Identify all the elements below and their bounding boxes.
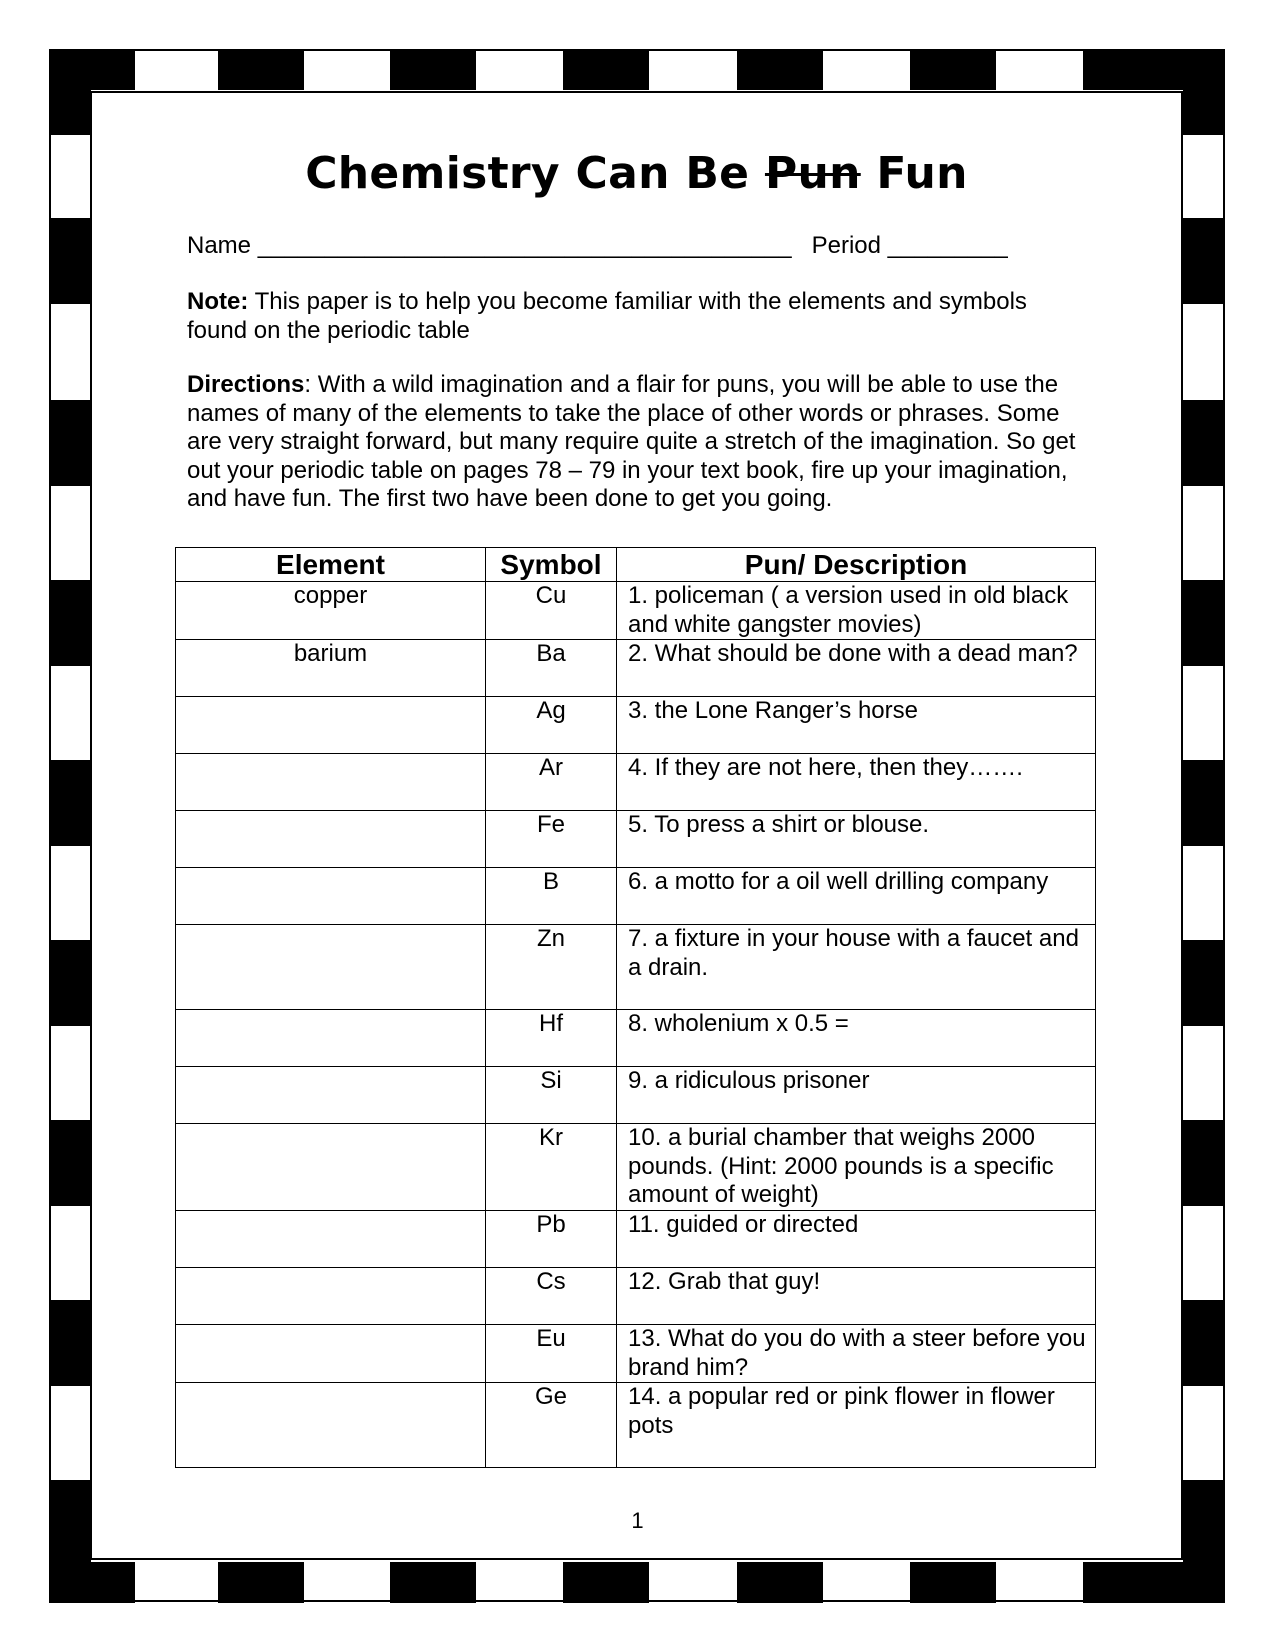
border-segment — [390, 49, 476, 90]
symbol-cell: Kr — [486, 1124, 617, 1211]
border-segment — [737, 49, 823, 90]
element-cell — [176, 1383, 486, 1468]
border-segment — [910, 49, 996, 90]
border-segment — [1183, 1300, 1225, 1386]
element-cell — [176, 1067, 486, 1124]
title-start: Chemistry Can Be — [305, 148, 765, 199]
border-segment — [390, 1562, 476, 1603]
element-cell: barium — [176, 640, 486, 697]
header-description: Pun/ Description — [617, 548, 1096, 582]
table-row — [176, 582, 1096, 640]
description-cell: 3. the Lone Ranger’s horse — [617, 697, 1096, 754]
title-end: Fun — [860, 148, 968, 199]
symbol-cell: Ar — [486, 754, 617, 811]
border-segment — [49, 580, 91, 666]
table-row — [176, 1267, 1096, 1324]
border-segment — [1183, 580, 1225, 666]
border-segment — [1183, 218, 1225, 304]
element-cell — [176, 697, 486, 754]
symbol-cell: Fe — [486, 811, 617, 868]
element-cell: copper — [176, 582, 486, 640]
note-label: Note: — [187, 288, 249, 315]
description-cell: 13. What do you do with a steer before you brand him? — [617, 1324, 1096, 1382]
element-cell — [176, 1210, 486, 1267]
element-cell — [176, 1010, 486, 1067]
element-cell — [176, 925, 486, 1010]
border-segment — [218, 1562, 304, 1603]
table-row — [176, 1324, 1096, 1382]
border-segment — [1183, 400, 1225, 486]
description-cell: 11. guided or directed — [617, 1210, 1096, 1267]
description-cell: 8. wholenium x 0.5 = — [617, 1010, 1096, 1067]
description-cell: 10. a burial chamber that weighs 2000 pounds. (Hint: 2000 pounds is a specific amount of weight) — [617, 1124, 1096, 1211]
element-cell — [176, 868, 486, 925]
header-element: Element — [176, 548, 486, 582]
table-row — [176, 1210, 1096, 1267]
element-cell — [176, 1324, 486, 1382]
symbol-cell: Hf — [486, 1010, 617, 1067]
page-title — [90, 148, 1183, 199]
symbol-cell: Ba — [486, 640, 617, 697]
table-row — [176, 697, 1096, 754]
border-segment — [1183, 1120, 1225, 1206]
note-paragraph — [187, 288, 1087, 345]
description-cell: 14. a popular red or pink flower in flower pots — [617, 1383, 1096, 1468]
directions-label: Directions — [187, 371, 305, 398]
element-cell — [176, 1124, 486, 1211]
table-row — [176, 640, 1096, 697]
table-row — [176, 925, 1096, 1010]
table-row — [176, 868, 1096, 925]
symbol-cell: B — [486, 868, 617, 925]
header-symbol: Symbol — [486, 548, 617, 582]
note-text: This paper is to help you become familiar with the elements and symbols found on the periodic table — [187, 288, 1027, 344]
border-segment — [49, 1120, 91, 1206]
symbol-cell: Eu — [486, 1324, 617, 1382]
description-cell: 4. If they are not here, then they……. — [617, 754, 1096, 811]
title-struck-word: Pun — [764, 148, 861, 199]
symbol-cell: Si — [486, 1067, 617, 1124]
table-row — [176, 754, 1096, 811]
description-cell: 6. a motto for a oil well drilling company — [617, 868, 1096, 925]
symbol-cell: Zn — [486, 925, 617, 1010]
border-segment — [910, 1562, 996, 1603]
border-segment — [1183, 49, 1225, 135]
name-period-line: Name ________________________________________ Period _________ — [187, 232, 1008, 259]
symbol-cell: Ag — [486, 697, 617, 754]
description-cell: 9. a ridiculous prisoner — [617, 1067, 1096, 1124]
border-segment — [563, 1562, 649, 1603]
description-cell: 7. a fixture in your house with a faucet and a drain. — [617, 925, 1096, 1010]
border-segment — [1183, 940, 1225, 1026]
border-segment — [563, 49, 649, 90]
symbol-cell: Ge — [486, 1383, 617, 1468]
table-row — [176, 1124, 1096, 1211]
pun-table — [175, 547, 1096, 1468]
description-cell: 2. What should be done with a dead man? — [617, 640, 1096, 697]
border-segment — [1183, 760, 1225, 846]
border-segment — [218, 49, 304, 90]
directions-text: : With a wild imagination and a flair for puns, you will be able to use the names of many of the elements to take the place of other words or phrases. Some are very straight forward, but many require quite a stretch of the imagination. So get out your periodic table on pages 78 – 79 in your text book, fire up your imagination, and have fun. The first two have been done to get you going. — [187, 371, 1076, 513]
element-cell — [176, 754, 486, 811]
border-segment — [49, 218, 91, 304]
table-row — [176, 1383, 1096, 1468]
border-segment — [49, 1562, 135, 1603]
description-cell: 5. To press a shirt or blouse. — [617, 811, 1096, 868]
border-segment — [49, 49, 91, 135]
description-cell: 12. Grab that guy! — [617, 1267, 1096, 1324]
border-segment — [49, 400, 91, 486]
page-number: 1 — [631, 1508, 644, 1533]
symbol-cell: Cu — [486, 582, 617, 640]
border-segment — [1083, 1562, 1225, 1603]
border-segment — [49, 1300, 91, 1386]
directions-paragraph — [187, 371, 1087, 514]
description-cell: 1. policeman ( a version used in old black and white gangster movies) — [617, 582, 1096, 640]
table-row — [176, 811, 1096, 868]
border-segment — [49, 940, 91, 1026]
table-row — [176, 1067, 1096, 1124]
symbol-cell: Pb — [486, 1210, 617, 1267]
table-header-row — [176, 548, 1096, 582]
border-segment — [49, 760, 91, 846]
table-row — [176, 1010, 1096, 1067]
element-cell — [176, 1267, 486, 1324]
border-segment — [737, 1562, 823, 1603]
element-cell — [176, 811, 486, 868]
symbol-cell: Cs — [486, 1267, 617, 1324]
